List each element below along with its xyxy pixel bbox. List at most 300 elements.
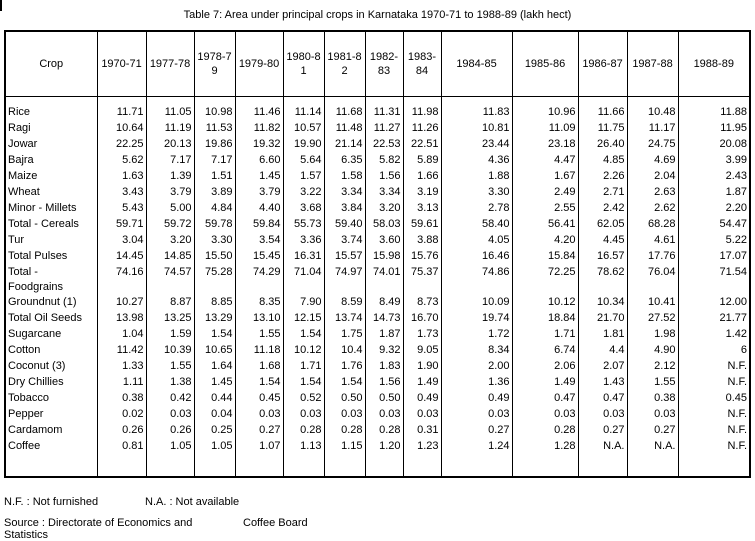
table-cell: 2.62 <box>627 201 678 217</box>
table-cell: 10.34 <box>578 295 627 311</box>
table-cell: 0.28 <box>365 423 403 439</box>
row-label: Pepper <box>5 407 97 423</box>
table-cell: 18.84 <box>512 311 578 327</box>
table-cell: 4.20 <box>512 233 578 249</box>
table-cell: 0.03 <box>283 407 324 423</box>
table-cell: 15.76 <box>403 249 441 265</box>
table-cell: 11.42 <box>97 343 146 359</box>
table-cell: N.F. <box>678 439 750 455</box>
table-cell: 1.81 <box>578 327 627 343</box>
table-cell: 14.85 <box>146 249 194 265</box>
table-cell: 3.34 <box>365 185 403 201</box>
table-cell: 3.54 <box>235 233 283 249</box>
table-cell: 11.46 <box>235 105 283 121</box>
table-cell: 3.04 <box>97 233 146 249</box>
spacer-cell <box>441 97 512 105</box>
spacer-cell <box>512 455 578 477</box>
table-cell: 3.74 <box>324 233 365 249</box>
table-cell: 0.38 <box>627 391 678 407</box>
table-cell: 10.39 <box>146 343 194 359</box>
table-cell: 1.73 <box>403 327 441 343</box>
table-title: Table 7: Area under principal crops in Karnataka 1970-71 to 1988-89 (lakh hect) <box>183 9 572 21</box>
table-cell: 15.45 <box>235 249 283 265</box>
spacer-cell <box>578 97 627 105</box>
table-cell: 74.97 <box>324 265 365 295</box>
table-cell: 1.66 <box>403 169 441 185</box>
table-cell: 7.17 <box>194 153 235 169</box>
spacer-cell <box>283 455 324 477</box>
table-cell: 71.54 <box>678 265 750 295</box>
table-cell: 15.84 <box>512 249 578 265</box>
table-cell: 10.41 <box>627 295 678 311</box>
table-cell: 3.30 <box>194 233 235 249</box>
table-cell: 15.98 <box>365 249 403 265</box>
table-row <box>5 391 750 407</box>
table-cell: 16.70 <box>403 311 441 327</box>
table-cell: 0.03 <box>324 407 365 423</box>
table-cell: 11.66 <box>578 105 627 121</box>
table-cell: 15.57 <box>324 249 365 265</box>
table-cell: 62.05 <box>578 217 627 233</box>
spacer-cell <box>403 455 441 477</box>
table-row <box>5 423 750 439</box>
table-cell: 2.49 <box>512 185 578 201</box>
table-cell: 1.13 <box>283 439 324 455</box>
table-cell: 56.41 <box>512 217 578 233</box>
table-cell: 9.05 <box>403 343 441 359</box>
spacer-cell <box>365 455 403 477</box>
table-cell: 10.65 <box>194 343 235 359</box>
spacer-cell <box>194 455 235 477</box>
table-cell: 12.00 <box>678 295 750 311</box>
table-cell: 2.00 <box>441 359 512 375</box>
table-cell: 3.20 <box>146 233 194 249</box>
table-cell: 10.64 <box>97 121 146 137</box>
spacer-cell <box>512 97 578 105</box>
table-cell: 3.79 <box>235 185 283 201</box>
table-cell: 3.88 <box>403 233 441 249</box>
spacer-cell <box>283 97 324 105</box>
table-cell: 75.37 <box>403 265 441 295</box>
source-line <box>4 517 308 529</box>
table-cell: 20.13 <box>146 137 194 153</box>
table-cell: 0.03 <box>235 407 283 423</box>
table-cell: 3.43 <box>97 185 146 201</box>
table-cell: 1.54 <box>194 327 235 343</box>
table-cell: 1.05 <box>194 439 235 455</box>
table-cell: 19.74 <box>441 311 512 327</box>
table-cell: 2.12 <box>627 359 678 375</box>
table-cell: 11.05 <box>146 105 194 121</box>
table-cell: 59.72 <box>146 217 194 233</box>
table-cell: 0.27 <box>441 423 512 439</box>
table-cell: 10.4 <box>324 343 365 359</box>
table-cell: 3.79 <box>146 185 194 201</box>
table-cell: 9.32 <box>365 343 403 359</box>
table-cell: 1.20 <box>365 439 403 455</box>
source-continuation: Statistics <box>4 529 49 541</box>
table-cell: 1.24 <box>441 439 512 455</box>
row-label: Cardamom <box>5 423 97 439</box>
table-cell: 8.87 <box>146 295 194 311</box>
table-cell: 54.47 <box>678 217 750 233</box>
table-cell: 19.86 <box>194 137 235 153</box>
table-cell: 26.40 <box>578 137 627 153</box>
table-cell: 1.57 <box>283 169 324 185</box>
table-cell: 1.54 <box>324 375 365 391</box>
table-cell: 13.74 <box>324 311 365 327</box>
table-row <box>5 295 750 311</box>
table-cell: 59.78 <box>194 217 235 233</box>
row-label: Maize <box>5 169 97 185</box>
table-cell: 3.84 <box>324 201 365 217</box>
table-cell: 1.71 <box>283 359 324 375</box>
table-cell: 74.16 <box>97 265 146 295</box>
row-label: Rice <box>5 105 97 121</box>
table-cell: 8.85 <box>194 295 235 311</box>
table-cell: 59.61 <box>403 217 441 233</box>
table-cell: 21.70 <box>578 311 627 327</box>
table-cell: 2.71 <box>578 185 627 201</box>
table-cell: 1.55 <box>627 375 678 391</box>
table-cell: 8.73 <box>403 295 441 311</box>
table-cell: 0.03 <box>578 407 627 423</box>
row-label: Dry Chillies <box>5 375 97 391</box>
table-cell: 8.49 <box>365 295 403 311</box>
table-cell: 2.06 <box>512 359 578 375</box>
table-cell: 1.43 <box>578 375 627 391</box>
table-cell: 1.49 <box>512 375 578 391</box>
table-cell: 76.04 <box>627 265 678 295</box>
table-cell: 11.53 <box>194 121 235 137</box>
table-row <box>5 311 750 327</box>
spacer-cell <box>403 97 441 105</box>
table-cell: 13.25 <box>146 311 194 327</box>
table-cell: 1.07 <box>235 439 283 455</box>
table-cell: 5.00 <box>146 201 194 217</box>
table-cell: 4.84 <box>194 201 235 217</box>
table-cell: 59.40 <box>324 217 365 233</box>
table-cell: 1.05 <box>146 439 194 455</box>
table-cell: 10.81 <box>441 121 512 137</box>
table-cell: 21.77 <box>678 311 750 327</box>
column-header-year: 1983-84 <box>403 31 441 97</box>
table-cell: 74.01 <box>365 265 403 295</box>
table-cell: 1.15 <box>324 439 365 455</box>
column-header-year: 1982-83 <box>365 31 403 97</box>
table-cell: 1.87 <box>365 327 403 343</box>
table-cell: 17.07 <box>678 249 750 265</box>
table-cell: 3.22 <box>283 185 324 201</box>
table-cell: 5.43 <box>97 201 146 217</box>
table-cell: 1.04 <box>97 327 146 343</box>
table-cell: 0.28 <box>324 423 365 439</box>
table-cell: 1.76 <box>324 359 365 375</box>
table-cell: 1.72 <box>441 327 512 343</box>
table-cell: 0.31 <box>403 423 441 439</box>
table-cell: 1.88 <box>441 169 512 185</box>
table-cell: 0.47 <box>512 391 578 407</box>
spacer-cell <box>627 97 678 105</box>
table-cell: 10.98 <box>194 105 235 121</box>
row-label: Groundnut (1) <box>5 295 97 311</box>
row-label: Ragi <box>5 121 97 137</box>
column-header-year: 1981-82 <box>324 31 365 97</box>
table-cell: 11.82 <box>235 121 283 137</box>
table-cell: 4.4 <box>578 343 627 359</box>
column-header-year: 1985-86 <box>512 31 578 97</box>
table-cell: 1.11 <box>97 375 146 391</box>
table-cell: 2.55 <box>512 201 578 217</box>
table-cell: 22.25 <box>97 137 146 153</box>
spacer-cell <box>235 97 283 105</box>
table-cell: 4.85 <box>578 153 627 169</box>
table-cell: 71.04 <box>283 265 324 295</box>
table-cell: 7.17 <box>146 153 194 169</box>
table-cell: 0.45 <box>235 391 283 407</box>
table-cell: 6.60 <box>235 153 283 169</box>
table-cell: 0.44 <box>194 391 235 407</box>
row-label: Coconut (3) <box>5 359 97 375</box>
coffee-board-text: Coffee Board <box>243 517 308 529</box>
table-cell: 2.20 <box>678 201 750 217</box>
table-cell: 0.04 <box>194 407 235 423</box>
footnotes-line <box>4 496 240 508</box>
table-cell: 3.20 <box>365 201 403 217</box>
table-cell: 1.98 <box>627 327 678 343</box>
table-cell: 3.68 <box>283 201 324 217</box>
spacer-cell <box>324 455 365 477</box>
table-cell: 10.12 <box>283 343 324 359</box>
column-header-year: 1988-89 <box>678 31 750 97</box>
table-cell: 24.75 <box>627 137 678 153</box>
table-cell: 11.27 <box>365 121 403 137</box>
table-cell: 0.38 <box>97 391 146 407</box>
table-cell: 1.33 <box>97 359 146 375</box>
table-row <box>5 169 750 185</box>
row-label: Tobacco <box>5 391 97 407</box>
table-cell: 0.28 <box>512 423 578 439</box>
table-cell: 11.83 <box>441 105 512 121</box>
table-cell: 16.46 <box>441 249 512 265</box>
table-cell: 23.18 <box>512 137 578 153</box>
table-cell: 8.59 <box>324 295 365 311</box>
table-cell: 0.49 <box>403 391 441 407</box>
table-cell: 1.87 <box>678 185 750 201</box>
table-cell: 1.71 <box>512 327 578 343</box>
table-cell: 4.40 <box>235 201 283 217</box>
table-cell: 0.25 <box>194 423 235 439</box>
table-cell: 1.90 <box>403 359 441 375</box>
table-row <box>5 327 750 343</box>
table-cell: 19.32 <box>235 137 283 153</box>
table-cell: 3.89 <box>194 185 235 201</box>
table-row <box>5 439 750 455</box>
spacer-cell <box>441 455 512 477</box>
row-label: Sugarcane <box>5 327 97 343</box>
row-label: Minor - Millets <box>5 201 97 217</box>
table-cell: 17.76 <box>627 249 678 265</box>
table-cell: 1.49 <box>403 375 441 391</box>
spacer-cell <box>146 455 194 477</box>
table-cell: 55.73 <box>283 217 324 233</box>
column-header-year: 1970-71 <box>97 31 146 97</box>
table-cell: 16.57 <box>578 249 627 265</box>
row-label: Wheat <box>5 185 97 201</box>
table-cell: 0.03 <box>441 407 512 423</box>
table-cell: 1.55 <box>235 327 283 343</box>
table-cell: 0.45 <box>678 391 750 407</box>
footnote-nf: N.F. : Not furnished <box>4 496 99 508</box>
table-cell: 2.04 <box>627 169 678 185</box>
table-cell: 3.60 <box>365 233 403 249</box>
table-cell: 1.36 <box>441 375 512 391</box>
table-cell: 0.50 <box>365 391 403 407</box>
table-cell: 0.52 <box>283 391 324 407</box>
table-cell: 11.18 <box>235 343 283 359</box>
table-cell: 1.51 <box>194 169 235 185</box>
table-cell: 1.63 <box>97 169 146 185</box>
table-cell: 68.28 <box>627 217 678 233</box>
table-cell: 1.75 <box>324 327 365 343</box>
table-cell: 2.26 <box>578 169 627 185</box>
table-cell: N.A. <box>627 439 678 455</box>
spacer-cell <box>194 97 235 105</box>
table-cell: 4.47 <box>512 153 578 169</box>
table-cell: 5.82 <box>365 153 403 169</box>
column-header-year: 1980-81 <box>283 31 324 97</box>
table-row <box>5 407 750 423</box>
table-cell: 11.98 <box>403 105 441 121</box>
table-row <box>5 375 750 391</box>
table-cell: 0.28 <box>283 423 324 439</box>
table-cell: 0.03 <box>512 407 578 423</box>
table-cell: 22.53 <box>365 137 403 153</box>
table-row <box>5 105 750 121</box>
table-cell: 59.84 <box>235 217 283 233</box>
table-cell: 0.03 <box>403 407 441 423</box>
table-cell: 4.61 <box>627 233 678 249</box>
table-cell: 0.03 <box>627 407 678 423</box>
spacer-cell <box>5 97 97 105</box>
table-cell: 10.12 <box>512 295 578 311</box>
table-cell: 22.51 <box>403 137 441 153</box>
table-cell: 1.68 <box>235 359 283 375</box>
spacer-cell <box>97 455 146 477</box>
table-cell: 13.10 <box>235 311 283 327</box>
table-cell: 27.52 <box>627 311 678 327</box>
table-row <box>5 265 750 295</box>
table-cell: 16.31 <box>283 249 324 265</box>
table-cell: 13.98 <box>97 311 146 327</box>
table-body <box>5 97 750 477</box>
column-header-year: 1979-80 <box>235 31 283 97</box>
table-cell: 0.03 <box>365 407 403 423</box>
table-cell: 11.26 <box>403 121 441 137</box>
table-cell: 21.14 <box>324 137 365 153</box>
table-cell: 10.48 <box>627 105 678 121</box>
table-cell: N.F. <box>678 375 750 391</box>
table-row <box>5 343 750 359</box>
table-cell: 11.31 <box>365 105 403 121</box>
spacer-cell <box>678 455 750 477</box>
table-cell: 4.45 <box>578 233 627 249</box>
table-cell: 5.22 <box>678 233 750 249</box>
table-cell: 1.39 <box>146 169 194 185</box>
table-cell: 3.30 <box>441 185 512 201</box>
table-cell: 1.42 <box>678 327 750 343</box>
table-row <box>5 185 750 201</box>
table-row <box>5 359 750 375</box>
table-cell: 58.40 <box>441 217 512 233</box>
table-cell: 0.42 <box>146 391 194 407</box>
table-cell: 58.03 <box>365 217 403 233</box>
table-cell: 1.67 <box>512 169 578 185</box>
column-header-year: 1977-78 <box>146 31 194 97</box>
spacer-row <box>5 97 750 105</box>
table-cell: 11.17 <box>627 121 678 137</box>
table-cell: 11.19 <box>146 121 194 137</box>
table-cell: 1.55 <box>146 359 194 375</box>
table-cell: 19.90 <box>283 137 324 153</box>
table-cell: 0.49 <box>441 391 512 407</box>
column-header-year: 1984-85 <box>441 31 512 97</box>
row-label: Total - Foodgrains <box>5 265 97 295</box>
row-label: Total - Cereals <box>5 217 97 233</box>
table-row <box>5 153 750 169</box>
table-cell: 1.56 <box>365 375 403 391</box>
table-cell: N.F. <box>678 423 750 439</box>
table-cell: 20.08 <box>678 137 750 153</box>
table-cell: 11.14 <box>283 105 324 121</box>
table-row <box>5 233 750 249</box>
crops-table <box>4 30 751 478</box>
table-cell: 6.74 <box>512 343 578 359</box>
table-cell: 74.57 <box>146 265 194 295</box>
table-cell: 1.38 <box>146 375 194 391</box>
column-header-year: 1987-88 <box>627 31 678 97</box>
table-cell: 0.27 <box>627 423 678 439</box>
table-cell: 11.68 <box>324 105 365 121</box>
table-cell: 74.86 <box>441 265 512 295</box>
table-cell: 4.05 <box>441 233 512 249</box>
table-cell: 10.09 <box>441 295 512 311</box>
table-cell: 11.48 <box>324 121 365 137</box>
table-cell: 23.44 <box>441 137 512 153</box>
table-cell: 78.62 <box>578 265 627 295</box>
table-cell: 0.81 <box>97 439 146 455</box>
table-cell: 2.78 <box>441 201 512 217</box>
table-row <box>5 217 750 233</box>
table-cell: 4.36 <box>441 153 512 169</box>
row-label: Total Oil Seeds <box>5 311 97 327</box>
table-cell: 59.71 <box>97 217 146 233</box>
footnote-na: N.A. : Not available <box>145 496 240 508</box>
source-text: Source : Directorate of Economics and <box>4 517 193 529</box>
table-cell: 1.45 <box>235 169 283 185</box>
table-cell: 11.95 <box>678 121 750 137</box>
table-cell: N.F. <box>678 359 750 375</box>
table-cell: 14.45 <box>97 249 146 265</box>
table-cell: 10.27 <box>97 295 146 311</box>
table-cell: 75.28 <box>194 265 235 295</box>
spacer-cell <box>146 97 194 105</box>
table-cell: N.F. <box>678 407 750 423</box>
table-cell: 2.63 <box>627 185 678 201</box>
table-cell: 6.35 <box>324 153 365 169</box>
table-cell: 0.47 <box>578 391 627 407</box>
spacer-cell <box>324 97 365 105</box>
